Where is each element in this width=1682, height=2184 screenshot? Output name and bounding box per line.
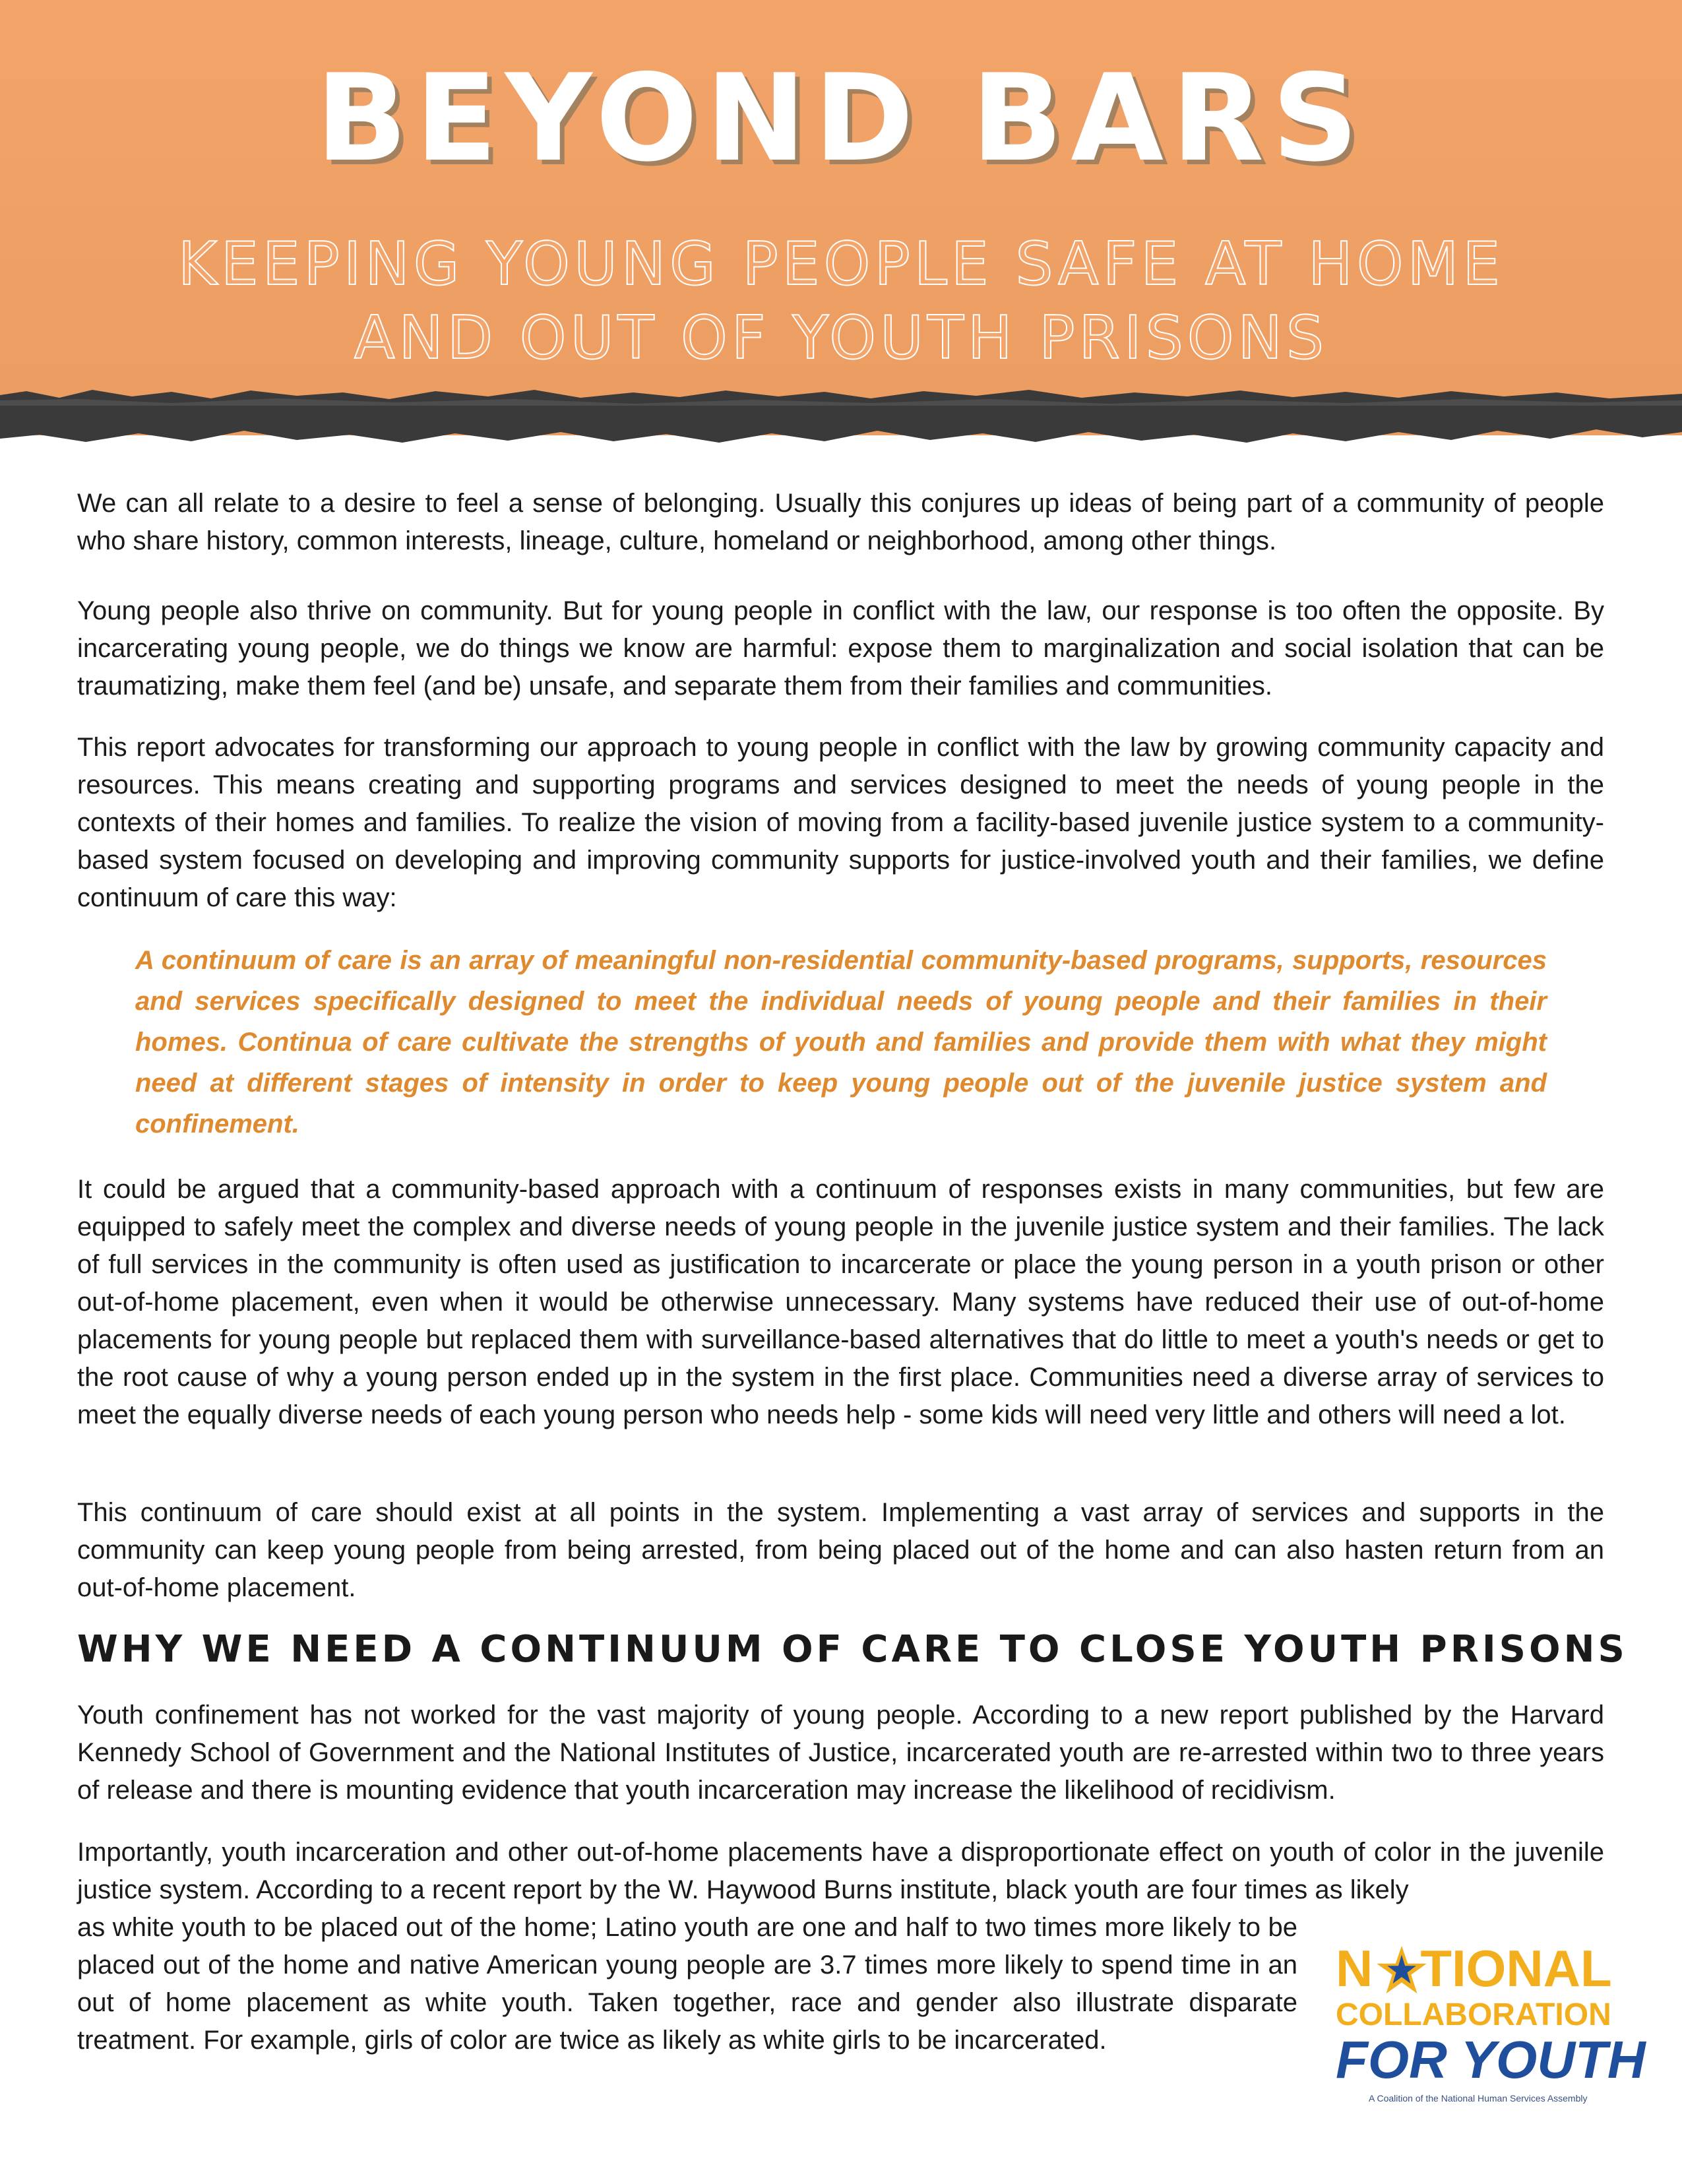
ncfy-logo	[1336, 1939, 1646, 2104]
star-icon	[1374, 1943, 1429, 1998]
header-banner	[0, 0, 1682, 435]
torn-edge-divider	[0, 386, 1682, 445]
paragraph-confinement: Youth confinement has not worked for the vast majority of young people. According to a new report published by the Harvard Kennedy School of Government and the National Institutes of Justice, incarcerated youth are re-arrested within two to three years of release and there is mounting evidence that youth incarceration may increase the likelihood of recidivism.	[77, 1700, 1604, 1805]
logo-line-for-youth: FOR YOUTH	[1336, 2030, 1646, 2089]
paragraph-disproportionate-cont: as white youth to be placed out of the home; Latino youth are one and half to two times more likely to be placed out of the home and native American young people are 3.7 times more likely to spend time in an out of home placement as white youth. Taken together, race and gender also illustrate disparate treatment. For example, girls of color are twice as likely as white girls to be incarcerated.	[77, 1913, 1297, 2055]
paragraph-community-approach: It could be argued that a community-based approach with a continuum of responses exists in many communities, but few are equipped to safely meet the complex and diverse needs of young people in the juvenile justice system and their families. The lack of full services in the community is often used as justification to incarcerate or place the young person in a youth prison or other out-of-home placement, even when it would be otherwise unnecessary. Many systems have reduced their use of out-of-home placements for young people but replaced them with surveillance-based alternatives that do little to meet a youth's needs or get to the root cause of why a young person ended up in the system in the first place. Communities need a diverse array of services to meet the equally diverse needs of each young person who needs help - some kids will need very little and others will need a lot.	[77, 1175, 1604, 1429]
subtitle-line-2: AND OUT OF YOUTH PRISONS	[354, 303, 1328, 373]
logo-tagline: A Coalition of the National Human Services Assembly	[1369, 2093, 1588, 2104]
subtitle-line-1: KEEPING YOUNG PEOPLE SAFE AT HOME	[177, 230, 1505, 299]
paragraph-belonging: We can all relate to a desire to feel a sense of belonging. Usually this conjures up ideas of being part of a community of people who share history, common interests, lineage, culture, homeland or neighborhood, among other things.	[77, 489, 1604, 555]
page-title: BEYOND BARS	[315, 48, 1367, 188]
logo-line-national: N TIONAL	[1336, 1939, 1612, 1997]
logo-line-collaboration: COLLABORATION	[1336, 1997, 1611, 2032]
paragraph-report: This report advocates for transforming our approach to young people in conflict with the law by growing community capacity and resources. This means creating and supporting programs and services designed to meet the needs of young people in the contexts of their homes and families. To realize the vision of moving from a facility-based juvenile justice system to a community-based system focused on developing and improving community supports for justice-involved youth and their families, we define continuum of care this way:	[77, 733, 1604, 912]
paragraph-disproportionate: Importantly, youth incarceration and other out-of-home placements have a disproportionate effect on youth of color in the juvenile justice system. According to a recent report by the W. Haywood Burns institute, black youth are four times as likely	[77, 1838, 1604, 1904]
page-subtitle	[0, 228, 1682, 375]
paragraph-community: Young people also thrive on community. But for young people in conflict with the law, our response is too often the opposite. By incarcerating young people, we do things we know are harmful: expose them to marginalization and social isolation that can be traumatizing, make them feel (and be) unsafe, and separate them from their families and communities.	[77, 596, 1604, 701]
section-heading: WHY WE NEED A CONTINUUM OF CARE TO CLOSE YOUTH PRISONS	[77, 1628, 1628, 1671]
continuum-definition-quote: A continuum of care is an array of meaningful non-residential community-based programs, supports, resources and services specifically designed to meet the individual needs of young people and their families in their homes. Continua of care cultivate the strengths of youth and families and provide them with what they might need at different stages of intensity in order to keep young people out of the juvenile justice system and confinement.	[135, 946, 1547, 1139]
paragraph-continuum-points: This continuum of care should exist at all points in the system. Implementing a vast array of services and supports in the community can keep young people from being arrested, from being placed out of the home and can also hasten return from an out-of-home placement.	[77, 1498, 1604, 1602]
